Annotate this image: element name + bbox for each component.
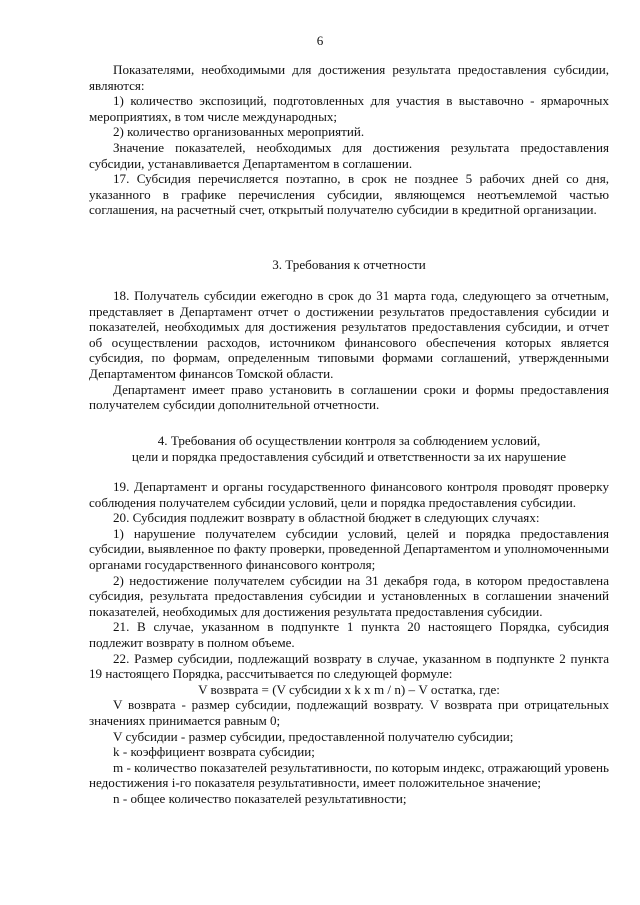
section-4-heading-line-2: цели и порядка предоставления субсидий и ответственности за их нарушение bbox=[131, 448, 567, 464]
paragraph: Значение показателей, необходимых для достижения результата предоставления субсидии, устанавливается Департаментом в соглашении. bbox=[89, 139, 609, 171]
paragraph: 22. Размер субсидии, подлежащий возврату в случае, указанном в подпункте 2 пункта 19 настоящего Порядка, рассчитывается по следующей формуле: bbox=[89, 650, 609, 682]
paragraph: 21. В случае, указанном в подпункте 1 пункта 20 настоящего Порядка, субсидия подлежит возврату в полном объеме. bbox=[89, 619, 609, 650]
formula: V возврата = (V субсидии x k x m / n) – V остатка, где: bbox=[198, 681, 500, 697]
section-4-heading-line-1: 4. Требования об осуществлении контроля за соблюдением условий, bbox=[157, 433, 541, 448]
paragraph: 1) количество экспозиций, подготовленных для участия в выставочно - ярмарочных мероприятиях, в том числе международных; bbox=[89, 93, 609, 124]
paragraph: V возврата - размер субсидии, подлежащий возврату. V возврата при отрицательных значениях принимается равным 0; bbox=[89, 697, 609, 728]
paragraph: 1) нарушение получателем субсидии условий, целей и порядка предоставления субсидии, выявленное по факту проверки, проведенной Департаментом и уполномоченными органами государственного финансового контроля; bbox=[89, 525, 609, 572]
paragraph: Показателями, необходимыми для достижения результата предоставления субсидии, являются: bbox=[89, 62, 609, 93]
paragraph: 2) недостижение получателем субсидии на 31 декабря года, в котором предоставлена субсидия, результата предоставления субсидии и установленных в соглашении значений показателей, необходимых для достижения результата предоставления субсидии. bbox=[89, 572, 609, 619]
intro-block bbox=[89, 62, 609, 218]
paragraph: 19. Департамент и органы государственного финансового контроля проводят проверку соблюдения получателем субсидии условий, цели и порядка предоставления субсидии. bbox=[89, 479, 609, 510]
paragraph: 2) количество организованных мероприятий. bbox=[113, 124, 365, 140]
section-3-body bbox=[89, 288, 609, 413]
section-4-heading bbox=[89, 433, 609, 464]
paragraph: m - количество показателей результативности, по которым индекс, отражающий уровень недостижения i-го показателя результативности, имеет положительное значение; bbox=[89, 759, 609, 791]
paragraph: Департамент имеет право установить в соглашении сроки и формы предоставления получателем субсидии дополнительной отчетности. bbox=[89, 381, 609, 413]
paragraph: 20. Субсидия подлежит возврату в областной бюджет в следующих случаях: bbox=[113, 510, 540, 526]
paragraph: V субсидии - размер субсидии, предоставленной получателю субсидии; bbox=[113, 728, 514, 744]
section-4-body bbox=[89, 479, 609, 806]
paragraph: 17. Субсидия перечисляется поэтапно, в срок не позднее 5 рабочих дней со дня, указанного в графике перечисления субсидии, являющемся неотъемлемой частью соглашения, на расчетный счет, открытый получателю субсидии в кредитной организации. bbox=[89, 171, 609, 218]
paragraph: 18. Получатель субсидии ежегодно в срок до 31 марта года, следующего за отчетным, представляет в Департамент отчет о достижении результатов предоставления субсидии и показателей, необходимых для достижения результатов предоставления субсидии, и отчет об осуществлении расходов, источником финансового обеспечения которых является субсидия, по формам, определенным типовыми формами соглашений, утвержденными Департаментом финансов Томской области. bbox=[89, 288, 609, 381]
section-3-heading: 3. Требования к отчетности bbox=[272, 257, 426, 272]
page-number: 6 bbox=[316, 33, 324, 48]
paragraph: n - общее количество показателей результативности; bbox=[113, 790, 407, 806]
paragraph: k - коэффициент возврата субсидии; bbox=[113, 744, 315, 760]
